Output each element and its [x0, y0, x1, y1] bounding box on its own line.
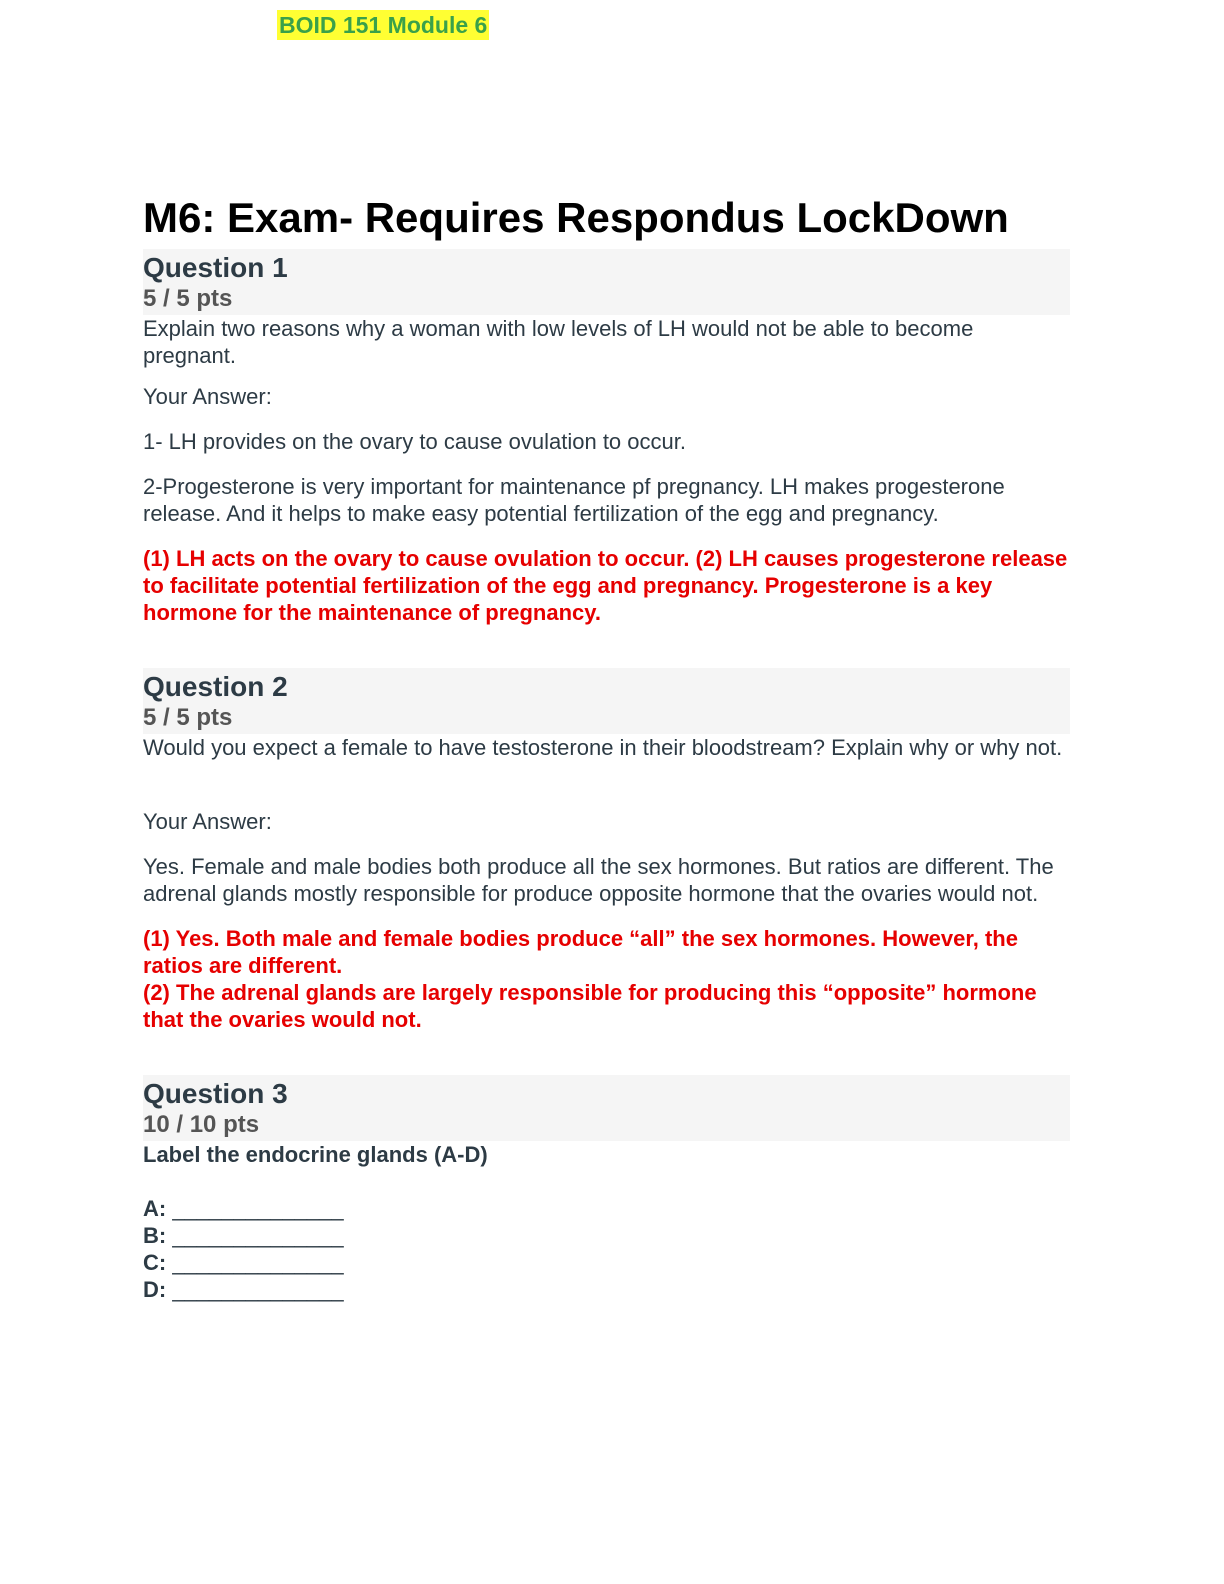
- student-answer-line: 2-Progesterone is very important for maintenance pf pregnancy. LH makes progesterone release. And it helps to make easy potential fertilization of the egg and pregnancy.: [143, 474, 1005, 526]
- question-1: [143, 249, 1070, 626]
- question-points: 5 / 5 pts: [143, 285, 233, 312]
- blank-underline: ______________: [172, 1250, 344, 1275]
- label-blank-b: [143, 1222, 1070, 1249]
- blank-underline: ______________: [172, 1196, 344, 1221]
- question-title: Question 2: [143, 671, 288, 702]
- student-answer-line: Yes. Female and male bodies both produce all the sex hormones. But ratios are different. The adrenal glands mostly responsible for produce opposite hormone that the ovaries would not.: [143, 854, 1054, 906]
- your-answer-label: Your Answer:: [143, 809, 272, 834]
- question-3: [143, 1075, 1070, 1303]
- question-prompt: Would you expect a female to have testosterone in their bloodstream? Explain why or why not.: [143, 735, 1063, 760]
- question-header: [143, 249, 1070, 315]
- label-blank-a: [143, 1195, 1070, 1222]
- blank-underline: ______________: [172, 1223, 344, 1248]
- answer-key: (2) The adrenal glands are largely responsible for producing this “opposite” hormone that the ovaries would not.: [143, 980, 1037, 1032]
- answer-key: (1) LH acts on the ovary to cause ovulation to occur. (2) LH causes progesterone release to facilitate potential fertilization of the egg and pregnancy. Progesterone is a key hormone for the maintenance of pregnancy.: [143, 546, 1068, 625]
- blank-letter: D:: [143, 1277, 167, 1302]
- blank-letter: A:: [143, 1196, 167, 1221]
- blank-underline: ______________: [172, 1277, 344, 1302]
- your-answer-label: Your Answer:: [143, 384, 272, 409]
- answer-key: (1) Yes. Both male and female bodies produce “all” the sex hormones. However, the ratios are different.: [143, 926, 1018, 978]
- blank-list: [143, 1195, 1070, 1303]
- question-title: Question 1: [143, 252, 288, 283]
- blank-letter: B:: [143, 1223, 167, 1248]
- exam-title: M6: Exam- Requires Respondus LockDown: [143, 194, 1009, 241]
- question-prompt: Explain two reasons why a woman with low levels of LH would not be able to become pregnant.: [143, 316, 974, 368]
- exam-page: [143, 193, 1070, 1303]
- question-header: [143, 1075, 1070, 1141]
- label-blank-d: [143, 1276, 1070, 1303]
- label-blank-c: [143, 1249, 1070, 1276]
- blank-letter: C:: [143, 1250, 167, 1275]
- question-2: [143, 668, 1070, 1033]
- student-answer-line: 1- LH provides on the ovary to cause ovulation to occur.: [143, 429, 686, 454]
- course-tag: BOID 151 Module 6: [279, 12, 488, 38]
- question-header: [143, 668, 1070, 734]
- question-prompt: Label the endocrine glands (A-D): [143, 1142, 488, 1167]
- question-points: 5 / 5 pts: [143, 704, 233, 731]
- question-title: Question 3: [143, 1078, 288, 1109]
- question-points: 10 / 10 pts: [143, 1111, 260, 1138]
